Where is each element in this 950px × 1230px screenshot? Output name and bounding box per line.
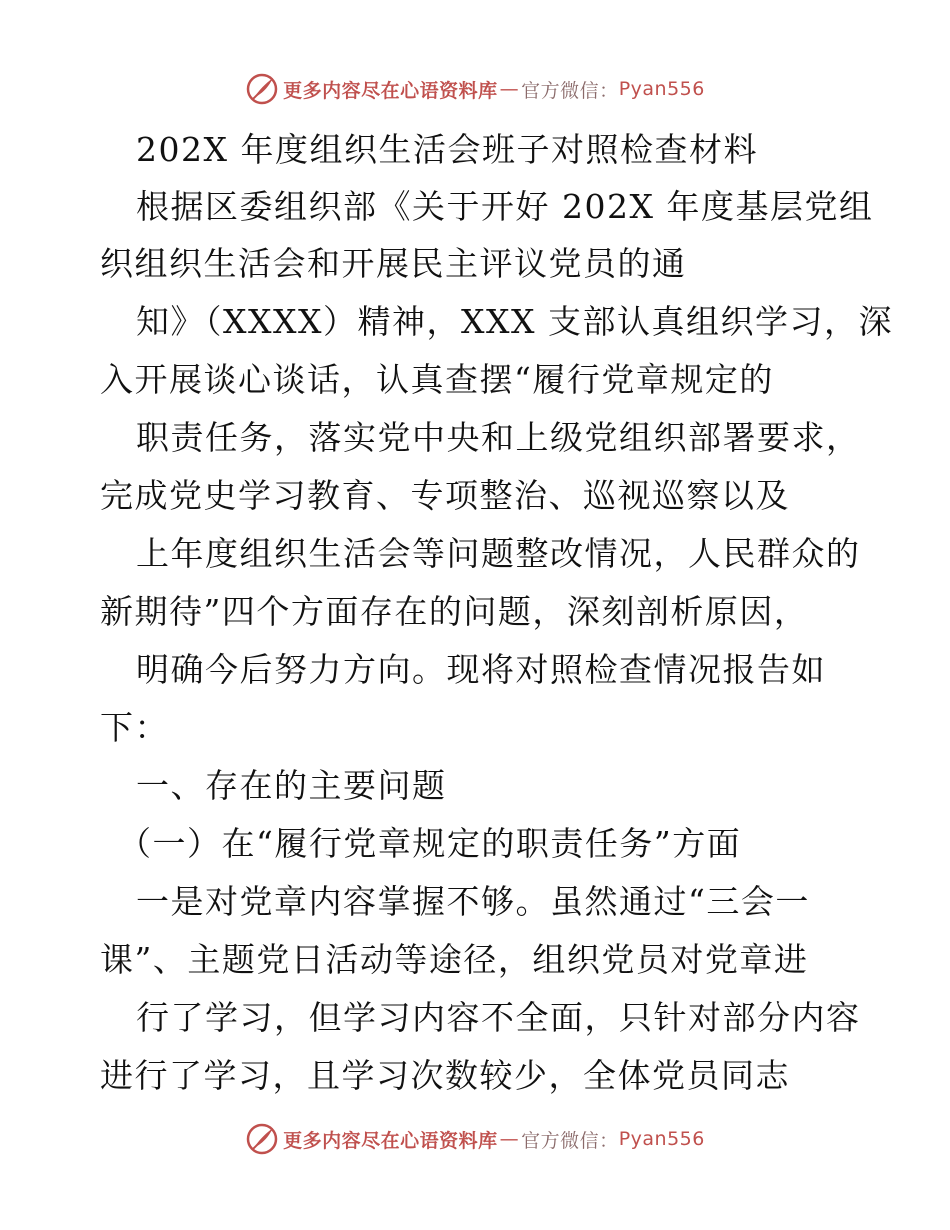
paragraph-line: 进行了学习，且学习次数较少，全体党员同志 [100, 1056, 790, 1095]
paragraph-line: 一是对党章内容掌握不够。虽然通过“三会一 [136, 882, 810, 921]
paragraph-line: 新期待”四个方面存在的问题，深刻剖析原因， [100, 592, 809, 631]
paragraph-line: 职责任务，落实党中央和上级党组织部署要求， [136, 418, 861, 457]
paragraph-line: 行了学习，但学习内容不全面，只针对部分内容 [136, 998, 861, 1037]
paragraph-line: 知》（XXXX）精神，XXX 支部认真组织学习，深 [136, 302, 893, 341]
section-heading: 一、存在的主要问题 [136, 766, 447, 805]
watermark-label: 官方微信： [521, 79, 619, 102]
paragraph-line: 织组织生活会和开展民主评议党员的通 [100, 244, 687, 283]
paragraph-line: 上年度组织生活会等问题整改情况，人民群众的 [136, 534, 861, 573]
watermark-label: 官方微信： [521, 1129, 619, 1152]
watermark-separator: — [499, 1128, 520, 1150]
paragraph-line: 入开展谈心谈话，认真查摆“履行党章规定的 [100, 360, 774, 399]
watermark-title: 更多内容尽在心语资料库 [283, 79, 498, 102]
header-watermark [0, 72, 950, 106]
subsection-heading: （一）在“履行党章规定的职责任务”方面 [118, 824, 742, 863]
footer-watermark [0, 1122, 950, 1156]
paragraph-line: 完成党史学习教育、专项整治、巡视巡察以及 [100, 476, 790, 515]
watermark-separator: — [499, 78, 520, 100]
paragraph-line: 课”、主题党日活动等途径，组织党员对党章进 [100, 940, 809, 979]
paragraph-line: 下： [100, 708, 169, 747]
paragraph-line: 明确今后努力方向。现将对照检查情况报告如 [136, 650, 826, 689]
feather-quill-logo-icon [245, 72, 279, 106]
watermark-contact: Pyan556 [618, 78, 705, 100]
watermark-title: 更多内容尽在心语资料库 [283, 1129, 498, 1152]
watermark-contact: Pyan556 [618, 1128, 705, 1150]
paragraph-line: 根据区委组织部《关于开好 202X 年度基层党组 [136, 187, 874, 226]
feather-quill-logo-icon [245, 1122, 279, 1156]
document-title: 202X 年度组织生活会班子对照检查材料 [136, 130, 758, 169]
